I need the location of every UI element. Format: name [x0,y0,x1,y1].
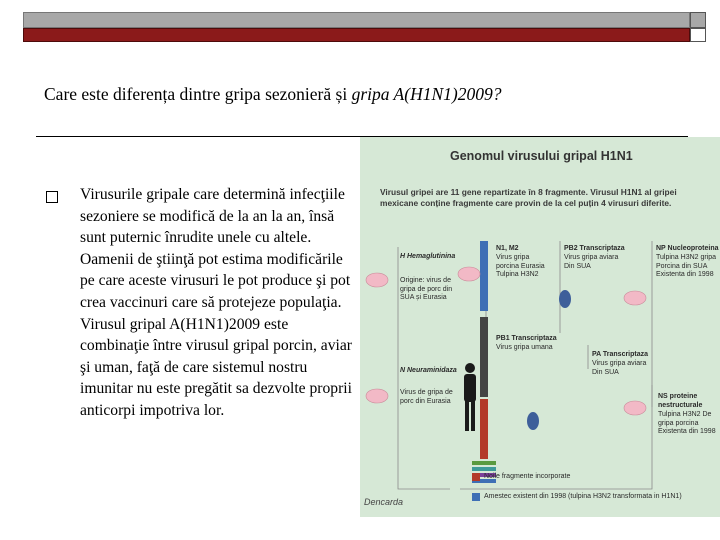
n1m2-label: N1, M2 [496,245,519,252]
pa-label: PA Transcriptaza [592,351,649,358]
ns-desc: Tulpina H3N2 De gripa porcina Existenta din 1998 [658,411,716,436]
pig-icon [622,289,648,307]
pb2-label: PB2 Transcriptaza [564,245,625,252]
pb2-desc: Virus gripa aviara Din SUA [564,254,619,270]
connector-lines [360,137,720,517]
title-italic: gripa A(H1N1)2009? [351,84,502,104]
pig-icon [364,387,390,405]
legend-new-label: Noile fragmente incorporate [484,473,571,480]
pig-icon [622,399,648,417]
pa-desc: Virus gripa aviara Din SUA [592,360,647,376]
np-label: NP Nucleoproteina [656,245,719,252]
pb1-label: PB1 Transcriptaza [496,335,557,342]
bird-icon [524,409,542,431]
legend-swatch-new [472,473,480,481]
neuraminidaza-origin: Virus de gripa de porc din Eurasia [400,389,453,405]
legend-swatch-mix [472,493,480,501]
figure-source: Dencarda [364,497,404,507]
hemaglutinina-origin: Origine: virus de gripa de porc din SUA și Eurasia [400,277,453,302]
figure-title: Genomul virusului gripal H1N1 [450,149,633,163]
figure-intro: Virusul gripei are 11 gene repartizate în 8 fragmente. Virusul H1N1 al gripei mexicane conține fragmente care provin de la cel puțin 4 virusuri diferite. [380,187,677,208]
header-square-gray [690,12,706,28]
hemaglutinina-label: H Hemaglutinina [400,253,456,260]
neuraminidaza-label: N Neuraminidaza [400,367,457,374]
header-square-white [690,28,706,42]
pb1-desc: Virus gripa umana [496,344,553,351]
bird-icon [556,287,574,309]
body-paragraph: Virusurile gripale care determină infecţiile sezoniere se modifică de la an la an, însă sunt puternic înrudite unele cu altele. Oamenii de ştiinţă pot estima modificările pe care aceste virusuri le pot produce şi pot crea vaccinuri care să protejeze populaţia. Virusul gripal A(H1N1)2009 este combinaţie între virusul gripal porcin, aviar şi uman, faţă de care sistemul nostru imunitar nu este pregătit sa dezvolte proprii anticorpi impotriva lor. [80,186,352,419]
header-bar-gray [23,12,690,28]
n1m2-desc: Virus gripa porcina Eurasia Tulpina H3N2 [496,254,545,279]
pig-icon [456,265,482,283]
pig-icon [364,271,390,289]
page-title [44,84,501,105]
segment-bottom-2 [472,467,496,471]
header-bar-red [23,28,690,42]
title-prefix: Care este diferența dintre gripa sezonieră și [44,84,352,104]
square-bullet-icon [46,191,58,203]
genome-figure [360,137,720,517]
human-silhouette-icon [458,361,482,433]
legend-mix-label: Amestec existent din 1998 (tulpina H3N2 transformata in H1N1) [484,493,682,500]
np-desc: Tulpina H3N2 gripa Porcina din SUA Existenta din 1998 [656,254,717,279]
segment-bottom-1 [472,461,496,465]
ns-label: NS proteine nestructurale [658,393,703,409]
